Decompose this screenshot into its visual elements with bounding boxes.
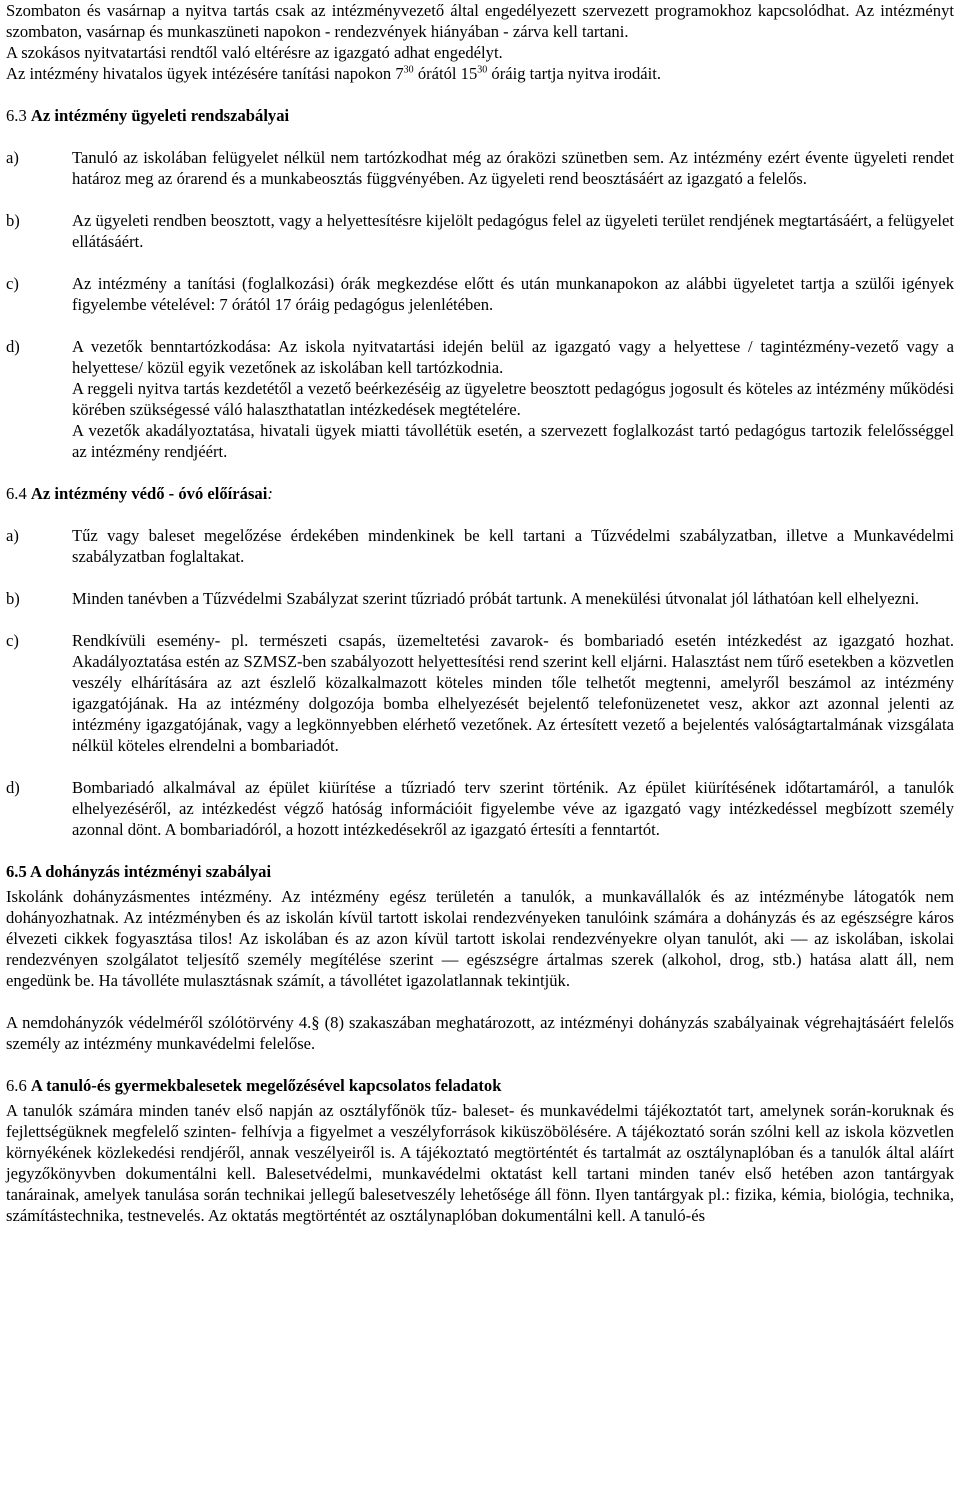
document-page xyxy=(6,0,954,1226)
item-text: Bombariadó alkalmával az épület kiürítése a tűzriadó terv szerint történik. Az épület kiürítésének időtartamáról, a tanulók elhelyezéséről, az intézkedést végző hatóság információit figyelembe véve az igazgató vagy intézkedéssel megbízott személy azonnal dönt. A bombariadóról, a hozott intézkedésekről az igazgató értesíti a fenntartót. xyxy=(72,778,954,839)
section-6-4-colon: : xyxy=(267,484,273,503)
section-6-5-paragraph-1: Iskolánk dohányzásmentes intézmény. Az intézmény egész területén a tanulók, a munkavállalók és az intézménybe látogatók nem dohányozhatnak. Az intézményben és az iskolán kívül tartott iskolai rendezvényeken tanulóink számára a dohányzás és az egészségre káros élvezeti cikkek fogyasztása tilos! Az iskolában és az azon kívül tartott iskolai rendezvényekre olyan tanulót, aki — az iskolában, iskolai rendezvényen szolgálatot teljesítő személy megítélése szerint — egészségre ártalmas szerek (alkohol, drog, stb.) hatása alatt áll, nem engedünk be. Ha távolléte mulasztásnak számít, a távollétet igazolatlannak tekintjük. xyxy=(6,887,954,990)
item-text: A vezetők benntartózkodása: Az iskola nyitvatartási idején belül az igazgató vagy a helyettese / tagintézmény-vezető vagy a helyettese/ közül egyik vezetőnek az iskolában kell tartózkodnia. xyxy=(72,337,954,377)
s64-item-d xyxy=(6,777,954,840)
s64-item-c xyxy=(6,630,954,756)
item-text-block xyxy=(72,336,954,462)
section-6-3-title: Az intézmény ügyeleti rendszabályai xyxy=(30,106,290,125)
item-label: a) xyxy=(6,526,19,545)
item-label: d) xyxy=(6,778,20,797)
intro-paragraph-1: Szombaton és vasárnap a nyitva tartás csak az intézményvezető által engedélyezett szervezett programokhoz kapcsolódhat. Az intézményt szombaton, vasárnap és munkaszüneti napokon - rendezvények hiányában - zárva kell tartani. xyxy=(6,1,954,41)
s63-item-c xyxy=(6,273,954,315)
item-text: A vezetők akadályoztatása, hivatali ügyek miatti távollétük esetén, a szervezett foglalkozást tartó pedagógus tartozik felelősséggel az intézmény rendjéért. xyxy=(72,421,954,461)
item-label: b) xyxy=(6,589,20,608)
item-text: Az ügyeleti rendben beosztott, vagy a helyettesítésre kijelölt pedagógus felel az ügyeleti terület rendjének megtartásáért, a felügyelet ellátásáért. xyxy=(72,211,954,251)
item-label: d) xyxy=(6,337,20,356)
intro-paragraph-3 xyxy=(6,63,954,84)
section-6-6-number: 6.6 xyxy=(6,1076,31,1095)
item-text: Tanuló az iskolában felügyelet nélkül nem tartózkodhat még az óraközi szünetben sem. Az intézmény ezért évente ügyeleti rendet határoz meg az órarend és a munkabeosztás függvényében. Az ügyeleti rend beosztásáért az igazgató a felelős. xyxy=(72,148,954,188)
s64-item-b xyxy=(6,588,954,609)
item-label: c) xyxy=(6,631,19,650)
section-6-6-paragraph-1: A tanulók számára minden tanév első napján az osztályfőnök tűz- baleset- és munkavédelmi tájékoztatót tart, amelynek során-koruknak és fejlettségüknek megfelelő szinten- felhívja a figyelmet a veszélyforrások kiküszöbölésére. A tájékoztató során szólni kell az iskola közvetlen környékének közlekedési rendjéről, annak veszélyeiről is. A tájékoztató megtörténtét és tartalmát az osztálynaplóban és a tanulók által aláírt jegyzőkönyvben dokumentálni kell. Balesetvédelmi, munkavédelmi oktatást kell tartani minden tanév első hetében azon tantárgyak tanárainak, amelyek tanulása során technikai jellegű balesetveszély lehetősége áll fönn. Ilyen tantárgyak pl.: fizika, kémia, biológia, technika, számítástechnika, testnevelés. Az oktatás megtörténtét az osztálynaplóban dokumentálni kell. A tanuló-és xyxy=(6,1101,954,1225)
office-hours-sup-1: 30 xyxy=(403,64,414,76)
item-text: Minden tanévben a Tűzvédelmi Szabályzat szerint tűzriadó próbát tartunk. A menekülési útvonalat jól láthatóan kell elhelyezni. xyxy=(72,589,920,608)
office-hours-sup-2: 30 xyxy=(477,64,488,76)
office-hours-text-1: Az intézmény hivatalos ügyek intézésére tanítási napokon 7 xyxy=(6,64,404,83)
section-6-6-heading xyxy=(6,1075,954,1096)
intro-paragraph-2: A szokásos nyitvatartási rendtől való eltérésre az igazgató adhat engedélyt. xyxy=(6,43,503,62)
item-text: Az intézmény a tanítási (foglalkozási) órák megkezdése előtt és után munkanapokon az alábbi ügyeletet tartja a szülői igények figyelembe vételével: 7 órától 17 óráig pedagógus jelenlétében. xyxy=(72,274,954,314)
section-6-3-heading xyxy=(6,105,954,126)
section-6-5-heading: 6.5 A dohányzás intézményi szabályai xyxy=(6,862,272,881)
item-label: b) xyxy=(6,211,20,230)
section-6-3-number: 6.3 xyxy=(6,106,31,125)
section-6-4-number: 6.4 xyxy=(6,484,31,503)
s63-item-b xyxy=(6,210,954,252)
section-6-4-title: Az intézmény védő - óvó előírásai xyxy=(30,484,268,503)
item-text: Tűz vagy baleset megelőzése érdekében mindenkinek be kell tartani a Tűzvédelmi szabályzatban, illetve a Munkavédelmi szabályzatban foglaltakat. xyxy=(72,526,954,566)
office-hours-text-2: órától 15 xyxy=(413,64,478,83)
item-text: Rendkívüli esemény- pl. természeti csapás, üzemeltetési zavarok- és bombariadó esetén intézkedést az igazgató hozhat. Akadályoztatása estén az SZMSZ-ben szabályozott helyettesítési rend szerint kell eljárni. Halasztást nem tűrő esetekben a közvetlen veszély elhárítására az azt észlelő közalkalmazott köteles minden tőle telhetőt megtenni, amelyről beszámol az intézmény igazgatójának. Ha az intézmény dolgozója bomba elhelyezését bejelentő telefonüzenetet vesz, akkor azt azonnal jelenti az intézmény igazgatójának, vagy a legkönnyebben elérhető vezetőnek. Az értesített vezető a bejelentés valóságtartalmának vizsgálata nélkül köteles elrendelni a bombariadót. xyxy=(72,631,954,755)
section-6-6-title: A tanuló-és gyermekbalesetek megelőzésével kapcsolatos feladatok xyxy=(30,1076,502,1095)
s63-item-a xyxy=(6,147,954,189)
s64-item-a xyxy=(6,525,954,567)
item-text: A reggeli nyitva tartás kezdetétől a vezető beérkezéséig az ügyeletre beosztott pedagógus jogosult és köteles az intézmény működési körében szükségessé váló halaszthatatlan intézkedések megtételére. xyxy=(72,379,954,419)
section-6-5-paragraph-2: A nemdohányzók védelméről szólótörvény 4.§ (8) szakaszában meghatározott, az intézményi dohányzás szabályainak végrehajtásáért felelős személy az intézmény munkavédelmi felelőse. xyxy=(6,1013,954,1053)
s63-item-d xyxy=(6,336,954,462)
section-6-4-heading xyxy=(6,483,954,504)
item-label: c) xyxy=(6,274,19,293)
item-label: a) xyxy=(6,148,19,167)
office-hours-text-3: óráig tartja nyitva irodáit. xyxy=(487,64,661,83)
